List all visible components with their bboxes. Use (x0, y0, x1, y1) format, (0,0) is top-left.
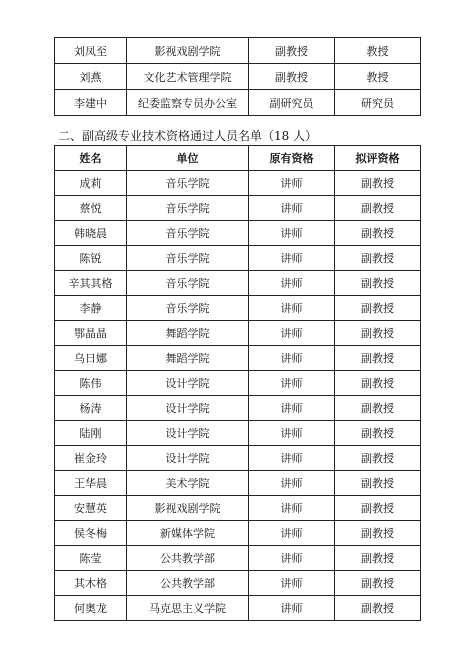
cell-name: 陈莹 (55, 546, 127, 571)
cell-name: 成莉 (55, 171, 127, 196)
cell-proposed-qualification: 副教授 (335, 421, 421, 446)
cell-proposed-qualification: 副教授 (335, 496, 421, 521)
cell-name: 刘凤至 (55, 38, 127, 64)
cell-unit: 公共教学部 (127, 571, 249, 596)
table-row (55, 546, 421, 571)
table-row (55, 446, 421, 471)
table-row (55, 271, 421, 296)
cell-name: 陈锐 (55, 246, 127, 271)
cell-unit: 音乐学院 (127, 171, 249, 196)
cell-proposed-qualification: 副教授 (335, 171, 421, 196)
table-row (55, 571, 421, 596)
cell-unit: 舞蹈学院 (127, 346, 249, 371)
cell-original-qualification: 讲师 (249, 296, 335, 321)
cell-unit: 音乐学院 (127, 221, 249, 246)
cell-unit: 影视戏剧学院 (127, 38, 249, 64)
cell-original-qualification: 讲师 (249, 521, 335, 546)
cell-original-qualification: 讲师 (249, 346, 335, 371)
cell-proposed-qualification: 副教授 (335, 196, 421, 221)
cell-unit: 马克思主义学院 (127, 596, 249, 621)
table-row (55, 296, 421, 321)
table-row (55, 196, 421, 221)
cell-name: 侯冬梅 (55, 521, 127, 546)
cell-unit: 新媒体学院 (127, 521, 249, 546)
cell-original-qualification: 讲师 (249, 421, 335, 446)
cell-original-qualification: 讲师 (249, 221, 335, 246)
table-row (55, 521, 421, 546)
cell-original-qualification: 讲师 (249, 246, 335, 271)
header-proposed-qualification: 拟评资格 (335, 146, 421, 171)
header-name: 姓名 (55, 146, 127, 171)
cell-original-qualification: 副教授 (249, 38, 335, 64)
table-row (55, 496, 421, 521)
cell-original-qualification: 讲师 (249, 571, 335, 596)
cell-name: 蔡悦 (55, 196, 127, 221)
cell-unit: 音乐学院 (127, 196, 249, 221)
cell-original-qualification: 讲师 (249, 321, 335, 346)
cell-original-qualification: 副研究员 (249, 90, 335, 116)
cell-unit: 设计学院 (127, 446, 249, 471)
cell-name: 陈伟 (55, 371, 127, 396)
cell-original-qualification: 讲师 (249, 546, 335, 571)
cell-name: 辛其其格 (55, 271, 127, 296)
cell-unit: 设计学院 (127, 396, 249, 421)
cell-name: 李静 (55, 296, 127, 321)
cell-proposed-qualification: 副教授 (335, 321, 421, 346)
cell-unit: 影视戏剧学院 (127, 496, 249, 521)
cell-original-qualification: 讲师 (249, 471, 335, 496)
cell-unit: 美术学院 (127, 471, 249, 496)
table-row (55, 38, 421, 64)
table-header-row (55, 146, 421, 171)
cell-proposed-qualification: 副教授 (335, 571, 421, 596)
cell-name: 鄂晶晶 (55, 321, 127, 346)
cell-name: 何奥龙 (55, 596, 127, 621)
cell-proposed-qualification: 副教授 (335, 271, 421, 296)
cell-unit: 文化艺术管理学院 (127, 64, 249, 90)
cell-proposed-qualification: 教授 (335, 38, 421, 64)
table-row (55, 171, 421, 196)
cell-proposed-qualification: 副教授 (335, 446, 421, 471)
cell-name: 韩晓晨 (55, 221, 127, 246)
cell-proposed-qualification: 副教授 (335, 246, 421, 271)
header-original-qualification: 原有资格 (249, 146, 335, 171)
cell-proposed-qualification: 副教授 (335, 521, 421, 546)
cell-proposed-qualification: 教授 (335, 64, 421, 90)
cell-original-qualification: 讲师 (249, 446, 335, 471)
table-row (55, 321, 421, 346)
cell-name: 安慧英 (55, 496, 127, 521)
cell-proposed-qualification: 副教授 (335, 371, 421, 396)
cell-unit: 音乐学院 (127, 271, 249, 296)
cell-original-qualification: 讲师 (249, 371, 335, 396)
previous-list-table (54, 37, 421, 116)
cell-unit: 音乐学院 (127, 296, 249, 321)
cell-name: 陆刚 (55, 421, 127, 446)
section-title: 二、副高级专业技术资格通过人员名单（18 人） (58, 129, 318, 143)
cell-name: 刘燕 (55, 64, 127, 90)
cell-proposed-qualification: 副教授 (335, 296, 421, 321)
cell-unit: 音乐学院 (127, 246, 249, 271)
table-row (55, 64, 421, 90)
cell-name: 王华晨 (55, 471, 127, 496)
cell-name: 杨涛 (55, 396, 127, 421)
header-unit: 单位 (127, 146, 249, 171)
cell-name: 乌日娜 (55, 346, 127, 371)
cell-original-qualification: 讲师 (249, 196, 335, 221)
cell-unit: 设计学院 (127, 421, 249, 446)
table-row (55, 221, 421, 246)
cell-original-qualification: 讲师 (249, 171, 335, 196)
cell-name: 崔金玲 (55, 446, 127, 471)
table-row (55, 346, 421, 371)
cell-unit: 设计学院 (127, 371, 249, 396)
cell-proposed-qualification: 副教授 (335, 346, 421, 371)
table-row (55, 421, 421, 446)
table-row (55, 90, 421, 116)
cell-original-qualification: 副教授 (249, 64, 335, 90)
cell-proposed-qualification: 副教授 (335, 221, 421, 246)
cell-name: 其木格 (55, 571, 127, 596)
cell-proposed-qualification: 副教授 (335, 396, 421, 421)
cell-original-qualification: 讲师 (249, 396, 335, 421)
cell-unit: 公共教学部 (127, 546, 249, 571)
cell-original-qualification: 讲师 (249, 271, 335, 296)
cell-proposed-qualification: 副教授 (335, 471, 421, 496)
cell-proposed-qualification: 副教授 (335, 596, 421, 621)
cell-name: 李建中 (55, 90, 127, 116)
cell-original-qualification: 讲师 (249, 596, 335, 621)
table-row (55, 246, 421, 271)
table-row (55, 396, 421, 421)
associate-senior-list-table (54, 145, 421, 621)
cell-unit: 纪委监察专员办公室 (127, 90, 249, 116)
table-row (55, 471, 421, 496)
table-row (55, 596, 421, 621)
cell-proposed-qualification: 副教授 (335, 546, 421, 571)
table-row (55, 371, 421, 396)
cell-proposed-qualification: 研究员 (335, 90, 421, 116)
cell-original-qualification: 讲师 (249, 496, 335, 521)
cell-unit: 舞蹈学院 (127, 321, 249, 346)
